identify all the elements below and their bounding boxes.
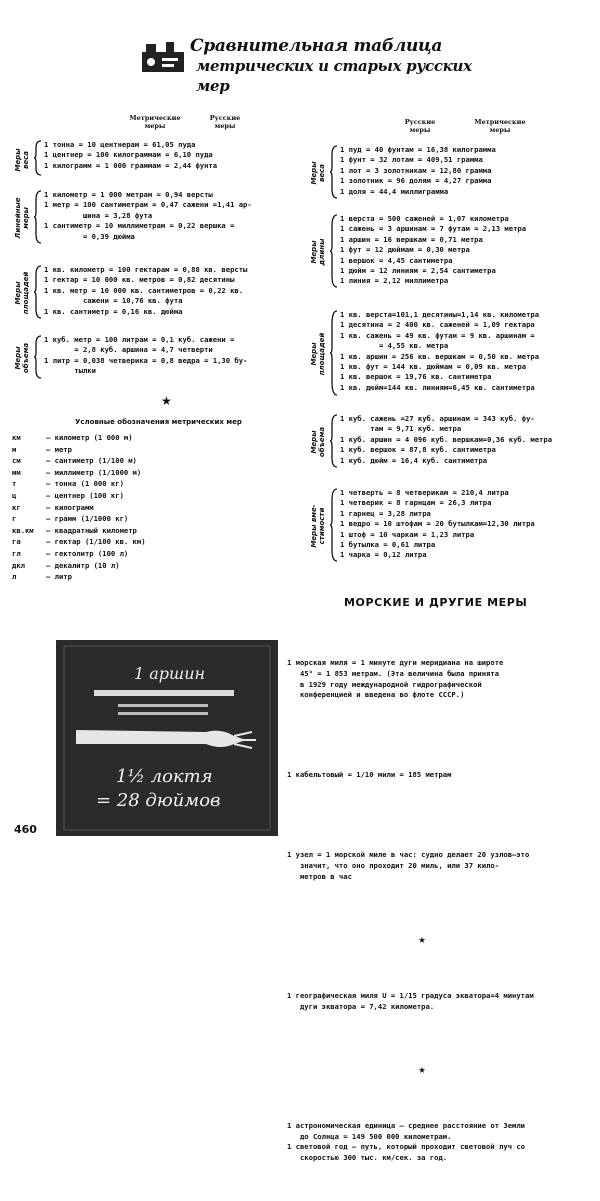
list-item: 1 куб. дюйм = 16,4 куб. сантиметра xyxy=(340,455,488,465)
list-item: 1 кв. дюйм=144 кв. линиям=6,45 кв. сантиметра xyxy=(340,382,535,392)
right-group-weight xyxy=(308,145,598,201)
brace-icon xyxy=(330,488,338,562)
group-label: Меры веса xyxy=(310,161,326,185)
brace-icon xyxy=(34,190,42,244)
list-item: л — литр xyxy=(12,572,72,582)
list-item: г — грамм (1/1000 кг) xyxy=(12,514,129,524)
list-item: = 2,8 куб. аршина = 4,7 четверти xyxy=(44,345,213,355)
list-item: 1 золотник = 96 долям = 4,27 грамма xyxy=(340,176,492,186)
list-item: там = 9,71 куб. метра xyxy=(340,424,462,434)
list-item: = 4,55 кв. метра xyxy=(340,341,449,351)
list-item: 1 фунт = 32 лотам = 409,51 грамма xyxy=(340,155,483,165)
list-item: 1 четверть = 8 четверикам = 210,4 литра xyxy=(340,488,509,497)
list-item: 1 куб. вершок = 87,8 куб. сантиметра xyxy=(340,445,496,455)
brace-icon xyxy=(330,310,338,396)
star-divider: ★ xyxy=(161,394,172,408)
page-number: 460 xyxy=(14,823,37,836)
list-item: 1 сажень = 3 аршинам = 7 футам = 2,13 метра xyxy=(340,224,527,234)
list-item: = 0,39 дюйма xyxy=(44,231,135,241)
list-item: мм — миллиметр (1/1000 м) xyxy=(12,467,142,477)
list-item: тылки xyxy=(44,366,96,376)
list-item: 1 куб. метр = 100 литрам = 0,1 куб. сажени = xyxy=(44,335,235,344)
list-item: 1 десятина = 2 400 кв. саженей = 1,09 гектара xyxy=(340,320,535,330)
text-block: 1 морская миля = 1 минуте дуги меридиана на широте 45° = 1 853 метрам. (Эта величина была принята в 1929 году международной гидрографической конференцией и введена во флоте СССР.) xyxy=(287,658,504,700)
text-block: 1 географическая миля U = 1/15 градуса экватора=4 минутам дуги экватора = 7,42 километра. xyxy=(287,991,534,1011)
list-item: 1 кв. аршин = 256 кв. вершкам = 0,50 кв. метра xyxy=(340,351,540,361)
list-item: 1 куб. сажень =27 куб. аршинам = 343 куб. фу- xyxy=(340,414,535,423)
left-group-area xyxy=(12,265,302,320)
list-item: 1 линия = 2,12 миллиметра xyxy=(340,276,449,286)
coat-of-arms-icon xyxy=(138,38,188,76)
section-title: МОРСКИЕ И ДРУГИЕ МЕРЫ xyxy=(344,596,528,609)
brace-icon xyxy=(34,335,42,379)
right-group-length xyxy=(308,214,598,290)
list-item: 1 тонна = 10 центнерам = 61,05 пуда xyxy=(44,140,196,149)
left-group-volume xyxy=(12,335,302,379)
list-item: сажени = 10,76 кв. фута xyxy=(44,296,183,306)
left-header-russian: Русские меры xyxy=(209,114,241,130)
abbr-title: Условные обозначения метрических мер xyxy=(75,418,242,426)
list-item: 1 метр = 100 сантиметрам = 0,47 сажени =1,41 ар- xyxy=(44,200,252,210)
left-group-weight xyxy=(12,140,302,178)
list-item: см — сантиметр (1/100 м) xyxy=(12,456,137,466)
list-item: 1 лот = 3 золотникам = 12,80 грамма xyxy=(340,165,492,175)
plate-label-3: = 28 дюймов xyxy=(96,790,221,811)
list-item: кг — килограмм xyxy=(12,502,94,512)
list-item: 1 кв. верста=101,1 десятины=1,14 кв. километра xyxy=(340,310,540,319)
list-item: т — тонна (1 000 кг) xyxy=(12,479,124,489)
list-item: гл — гектолитр (100 л) xyxy=(12,548,129,558)
text-block: 1 узел = 1 морской миле в час: судно делает 20 узлов—это значит, что оно проходит 20 миль, или 37 кило- метров в час xyxy=(287,850,530,881)
plate-label-2: 1½ локтя xyxy=(116,766,213,787)
title-line-1: Сравнительная таблица xyxy=(190,36,443,56)
list-item: 1 кв. вершок = 19,76 кв. сантиметра xyxy=(340,372,492,382)
abbr-list xyxy=(12,432,292,583)
group-label: Меры площадей xyxy=(310,332,326,376)
list-item: 1 кв. сажень = 49 кв. футам = 9 кв. аршинам = xyxy=(340,330,535,340)
brace-icon xyxy=(330,145,338,199)
group-label: Меры объема xyxy=(310,426,326,458)
page-title xyxy=(190,36,490,96)
list-item: ц — центнер (100 кг) xyxy=(12,490,124,500)
list-item: 1 верста = 500 саженей = 1,07 километра xyxy=(340,214,509,223)
list-item: 1 вершок = 4,45 сантиметра xyxy=(340,255,453,265)
group-label: Линейные меры xyxy=(14,197,30,239)
right-group-capacity xyxy=(308,488,598,564)
list-item: 1 кв. километр = 100 гектарам = 0,88 кв. версты xyxy=(44,265,248,274)
list-item: кв.км — квадратный километр xyxy=(12,525,137,535)
list-item: 1 куб. аршин = 4 096 куб. вершкам=0,36 куб. метра xyxy=(340,434,553,444)
brace-icon xyxy=(34,140,42,176)
list-item: 1 центнер = 100 килограммам = 6,10 пуда xyxy=(44,150,213,160)
star-divider: ★ xyxy=(418,1061,426,1076)
group-label: Меры объема xyxy=(14,342,30,374)
list-item: га — гектар (1/100 кв. км) xyxy=(12,537,146,547)
left-group-length xyxy=(12,190,302,245)
plate-label-1: 1 аршин xyxy=(134,664,206,683)
list-item: 1 доля = 44,4 миллиграмма xyxy=(340,186,449,196)
list-item: 1 гарнец = 3,28 литра xyxy=(340,508,431,518)
list-item: шина = 3,28 фута xyxy=(44,210,153,220)
list-item: 1 кв. сантиметр = 0,16 кв. дюйма xyxy=(44,306,183,316)
list-item: км — километр (1 000 м) xyxy=(12,433,133,442)
list-item: 1 дюйм = 12 линиям = 2,54 сантиметра xyxy=(340,266,496,276)
text-block: 1 кабельтовый = 1/10 мили = 185 метрам xyxy=(287,770,452,780)
list-item: 1 кв. метр = 10 000 кв. сантиметров = 0,22 кв. xyxy=(44,285,244,295)
list-item: 1 ведро = 10 штофам = 20 бутылкам=12,30 литра xyxy=(340,519,535,529)
list-item: 1 литр = 0,038 четверика = 0,8 ведра = 1,30 бу- xyxy=(44,355,248,365)
list-item: м — метр xyxy=(12,444,72,454)
group-label: Меры веса xyxy=(14,148,30,172)
list-item: 1 сантиметр = 10 миллиметрам = 0,22 вершка = xyxy=(44,221,235,231)
brace-icon xyxy=(330,414,338,468)
list-item: 1 штоф = 10 чаркам = 1,23 литра xyxy=(340,529,475,539)
right-header-russian: Русские меры xyxy=(404,118,436,134)
list-item: 1 гектар = 10 000 кв. метров = 0,82 десятины xyxy=(44,275,235,285)
right-header-metric: Метрические меры xyxy=(474,118,526,134)
list-item: 1 кв. фут = 144 кв. дюймам = 0,09 кв. метра xyxy=(340,362,527,372)
left-header-metric: Метрические меры xyxy=(129,114,181,130)
brace-icon xyxy=(34,265,42,319)
text-block: 1 астрономическая единица — среднее расстояние от Земли до Солнца = 149 500 000 километрам. 1 световой год — путь, который проходит световой луч со скоростью 300 тыс. км/сек. за год. xyxy=(287,1120,525,1162)
title-line-2: метрических и старых русских мер xyxy=(196,57,472,95)
list-item: 1 фут = 12 дюймам = 0,30 метра xyxy=(340,245,470,255)
list-item: 1 четверик = 8 гарнцам = 26,3 литра xyxy=(340,498,492,508)
list-item: 1 пуд = 40 фунтам = 16,38 килограмма xyxy=(340,145,496,154)
illustration-arshin xyxy=(56,640,278,836)
right-group-area xyxy=(308,310,598,396)
star-divider: ★ xyxy=(418,931,426,946)
group-label: Меры площадей xyxy=(14,271,30,315)
list-item: 1 аршин = 16 вершкам = 0,71 метра xyxy=(340,234,483,244)
list-item: 1 километр = 1 000 метрам = 0,94 версты xyxy=(44,190,213,199)
group-label: Меры вмe- стимости xyxy=(310,504,326,548)
group-label: Меры длины xyxy=(310,238,326,266)
list-item: 1 бутылка = 0,61 литра xyxy=(340,540,436,550)
list-item: 1 чарка = 0,12 литра xyxy=(340,550,427,560)
right-group-volume xyxy=(308,414,598,470)
list-item: 1 килограмм = 1 000 граммам = 2,44 фунта xyxy=(44,160,218,170)
sea-measures xyxy=(287,616,597,1201)
list-item: дкл — декалитр (10 л) xyxy=(12,560,120,570)
brace-icon xyxy=(330,214,338,288)
